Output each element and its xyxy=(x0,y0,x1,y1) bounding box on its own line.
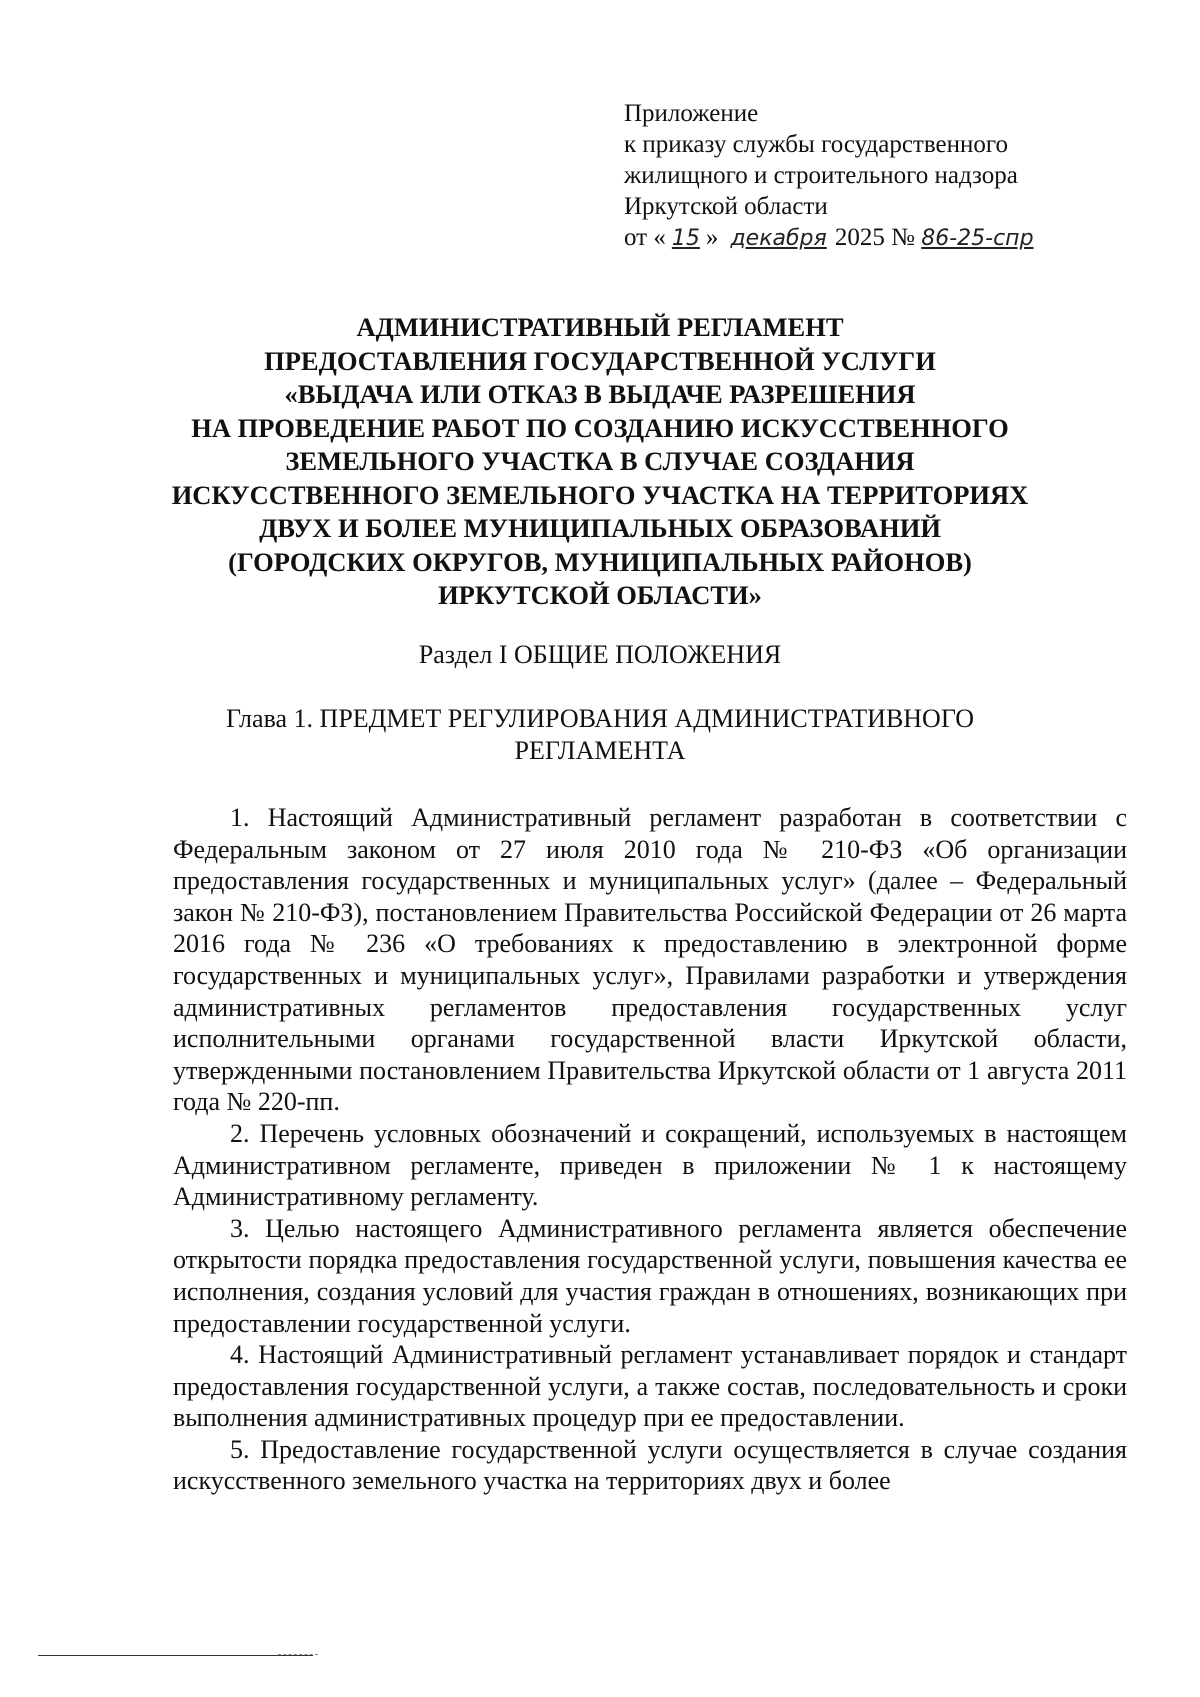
title-line: НА ПРОВЕДЕНИЕ РАБОТ ПО СОЗДАНИЮ ИСКУССТВЕННОГО xyxy=(191,412,1009,443)
paragraph: 3. Целью настоящего Административного регламента является обеспечение открытости порядка предоставления государственной услуги, повышения качества ее исполнения, создания условий для участия граждан в отношениях, возникающих при предоставлении государственной услуги. xyxy=(173,1213,1127,1338)
chapter-heading-line: РЕГЛАМЕНТА xyxy=(514,736,686,765)
title-line: ИРКУТСКОЙ ОБЛАСТИ» xyxy=(438,580,762,610)
appendix-line: Иркутской области xyxy=(624,193,828,220)
appendix-line: жилищного и строительного надзора xyxy=(624,162,1018,189)
title-line: ИСКУССТВЕННОГО ЗЕМЕЛЬНОГО УЧАСТКА НА ТЕРРИТОРИЯХ xyxy=(171,479,1029,510)
appendix-block xyxy=(624,98,1034,254)
order-mid: » xyxy=(705,224,719,251)
paragraph: 1. Настоящий Административный регламент разработан в соответствии с Федеральным законом от 27 июля 2010 года № 210-ФЗ «Об организации предоставления государственных и муниципальных услуг» (далее – Федеральный закон № 210-ФЗ), постановлением Правительства Российской Федерации от 26 марта 2016 года № 236 «О требованиях к предоставлению в электронной форме государственных и муниципальных услуг», Правилами разработки и утверждения административных регламентов предоставления государственных услуг исполнительными органами государственной власти Иркутской области, утвержденными постановлением Правительства Иркутской области от 1 августа 2011 года № 220-пп. xyxy=(173,803,1127,1117)
order-prefix: от « xyxy=(624,224,666,251)
order-day-handwritten: 15 xyxy=(671,226,700,251)
order-year: 2025 № xyxy=(834,224,915,251)
title-line: ДВУХ И БОЛЕЕ МУНИЦИПАЛЬНЫХ ОБРАЗОВАНИЙ xyxy=(259,513,941,543)
chapter-heading xyxy=(100,703,1100,767)
paragraph: 2. Перечень условных обозначений и сокращений, используемых в настоящем Административном регламенте, приведен в приложении № 1 к настоящему Административному регламенту. xyxy=(173,1118,1127,1212)
paragraph: 4. Настоящий Административный регламент устанавливает порядок и стандарт предоставления государственной услуги, а также состав, последовательность и сроки выполнения административных процедур при ее предоставлении. xyxy=(173,1340,1127,1433)
order-number-handwritten: 86-25-спр xyxy=(921,226,1034,251)
document-body xyxy=(173,802,1127,1497)
title-line: «ВЫДАЧА ИЛИ ОТКАЗ В ВЫДАЧЕ РАЗРЕШЕНИЯ xyxy=(284,379,916,409)
footnote-separator xyxy=(38,1655,313,1656)
appendix-line: Приложение xyxy=(624,100,759,127)
paragraph: 5. Предоставление государственной услуги осуществляется в случае создания искусственного земельного участка на территориях двух и более xyxy=(173,1434,1127,1496)
chapter-heading-line: Глава 1. ПРЕДМЕТ РЕГУЛИРОВАНИЯ АДМИНИСТРАТИВНОГО xyxy=(225,704,974,733)
appendix-line: к приказу службы государственного xyxy=(624,131,1008,158)
title-line: ЗЕМЕЛЬНОГО УЧАСТКА В СЛУЧАЕ СОЗДАНИЯ xyxy=(285,446,915,476)
title-line: ПРЕДОСТАВЛЕНИЯ ГОСУДАРСТВЕННОЙ УСЛУГИ xyxy=(264,345,936,376)
document-title xyxy=(100,311,1100,613)
section-heading: Раздел I ОБЩИЕ ПОЛОЖЕНИЯ xyxy=(418,640,782,669)
title-line: (ГОРОДСКИХ ОКРУГОВ, МУНИЦИПАЛЬНЫХ РАЙОНОВ) xyxy=(228,546,972,577)
footnote-separator-tail xyxy=(278,1654,318,1655)
order-reference xyxy=(624,222,1034,254)
order-month-handwritten: декабря xyxy=(730,226,827,251)
title-line: АДМИНИСТРАТИВНЫЙ РЕГЛАМЕНТ xyxy=(356,312,844,342)
